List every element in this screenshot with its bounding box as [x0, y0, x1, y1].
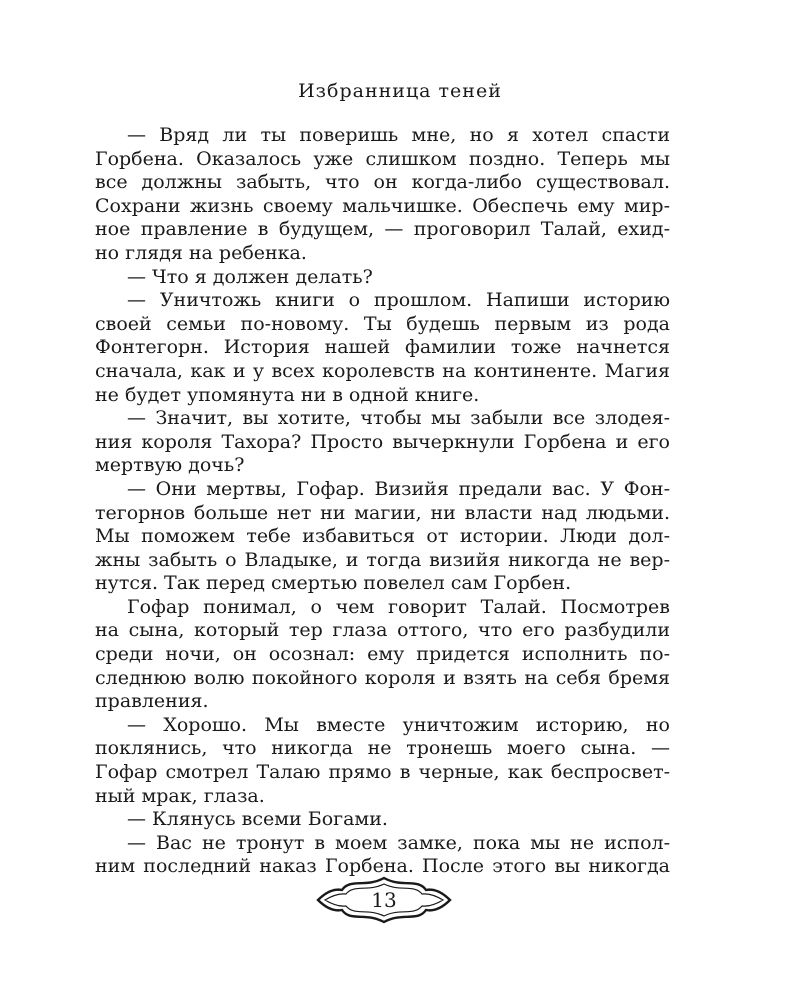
text-line: ния короля Тахора? Просто вычеркнули Горбена и его: [95, 430, 670, 453]
text-line: — Значит, вы хотите, чтобы мы забыли все злодея-: [127, 407, 670, 430]
text-line: но глядя на ребенка.: [95, 241, 307, 264]
text-line: жны забыть о Владыке, и тогда визийя никогда не вер-: [95, 548, 670, 571]
text-line: ним последний наказ Горбена. После этого вы никогда: [95, 855, 670, 878]
text-line: Мы поможем тебе избавиться от истории. Люди дол-: [95, 525, 670, 548]
text-line: тегорнов больше нет ни магии, ни власти над людьми.: [95, 501, 670, 524]
text-line: — Клянусь всеми Богами.: [127, 808, 388, 831]
text-line: на сына, который тер глаза оттого, что его разбудили: [95, 619, 670, 642]
text-line: Горбена. Оказалось уже слишком поздно. Теперь мы: [95, 147, 670, 170]
text-line: не будет упомянута ни в одной книге.: [95, 383, 480, 406]
text-line: нутся. Так перед смертью повелел сам Горбен.: [95, 572, 572, 595]
text-line: — Что я должен делать?: [127, 265, 373, 288]
text-line: — Вряд ли ты поверишь мне, но я хотел спасти: [127, 124, 670, 146]
text-line: Сохрани жизнь своему мальчишке. Обеспечь ему мир-: [95, 194, 670, 217]
text-line: Гофар понимал, о чем говорит Талай. Посмотрев: [127, 595, 670, 618]
text-line: — Вас не тронут в моем замке, пока мы не испол-: [127, 831, 670, 854]
page-number-ornament: [314, 876, 454, 924]
text-line: ный мрак, глаза.: [95, 784, 265, 807]
text-line: сначала, как и у всех королевств на континенте. Магия: [95, 359, 670, 382]
text-line: мертвую дочь?: [95, 454, 245, 477]
text-line: — Уничтожь книги о прошлом. Напиши историю: [127, 289, 670, 312]
text-line: — Хорошо. Мы вместе уничтожим историю, но: [127, 713, 670, 736]
body-text: [95, 124, 670, 879]
text-line: ное правление в будущем, — проговорил Талай, ехид-: [95, 218, 670, 241]
text-line: следнюю волю покойного короля и взять на себя бремя: [95, 666, 670, 689]
page-number: 13: [371, 888, 397, 912]
text-line: Гофар смотрел Талаю прямо в черные, как беспросвет-: [95, 761, 670, 784]
text-line: среди ночи, он осознал: ему придется исполнить по-: [95, 643, 670, 666]
text-line: поклянись, что никогда не тронешь моего сына. —: [95, 737, 670, 760]
text-line: Фонтегорн. История нашей фамилии тоже начнется: [95, 336, 670, 359]
running-head-title: Избранница теней: [298, 80, 502, 102]
text-line: своей семьи по-новому. Ты будешь первым из рода: [95, 312, 670, 335]
text-line: все должны забыть, что он когда-либо существовал.: [95, 171, 670, 194]
text-line: правления.: [95, 690, 209, 713]
text-line: — Они мертвы, Гофар. Визийя предали вас. У Фон-: [127, 477, 670, 500]
